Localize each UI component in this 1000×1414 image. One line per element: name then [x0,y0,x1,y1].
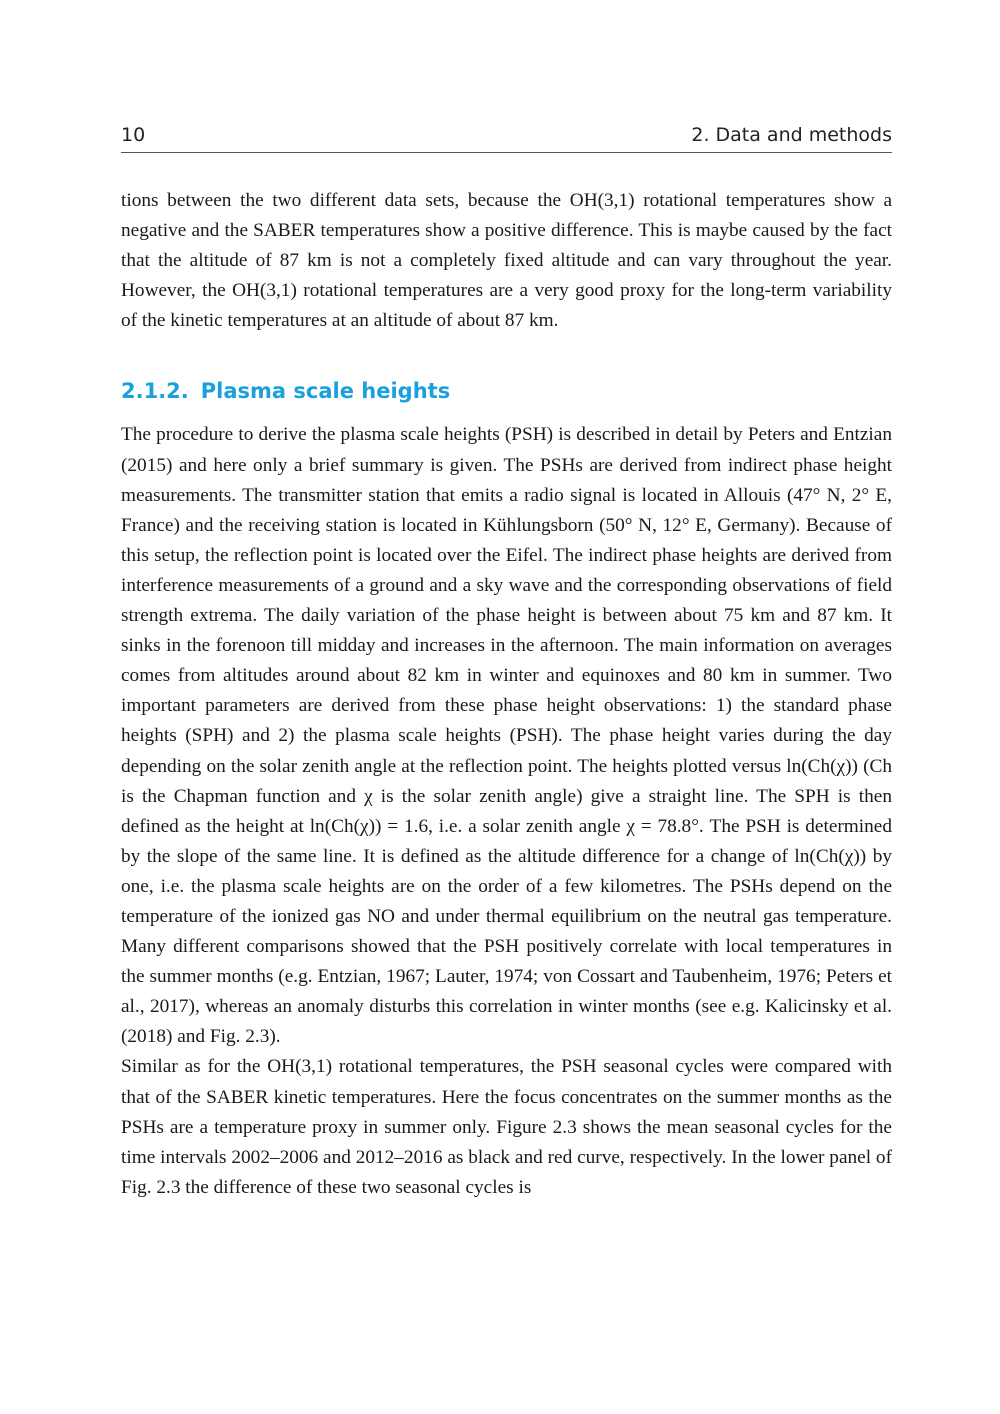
section-heading [121,376,892,406]
running-header [121,122,892,153]
paragraph-psh-procedure: The procedure to derive the plasma scale heights (PSH) is described in detail by Peters and Entzian (2015) and here only a brief summary is given. The PSHs are derived from indirect phase height measurements. The transmitter station that emits a radio signal is located in Allouis (47° N, 2° E, France) and the receiving station is located in Kühlungsborn (50° N, 12° E, Germany). Because of this setup, the reflection point is located over the Eifel. The indirect phase heights are derived from interference measurements of a ground and a sky wave and the corresponding observations of field strength extrema. The daily variation of the phase height is between about 75 km and 87 km. It sinks in the forenoon till midday and increases in the afternoon. The main information on averages comes from altitudes around about 82 km in winter and equinoxes and 80 km in summer. Two important parameters are derived from these phase height observations: 1) the standard phase heights (SPH) and 2) the plasma scale heights (PSH). The phase height varies during the day depending on the solar zenith angle at the reflection point. The heights plotted versus ln(Ch(χ)) (Ch is the Chapman function and χ is the solar zenith angle) give a straight line. The SPH is then defined as the height at ln(Ch(χ)) = 1.6, i.e. a solar zenith angle χ = 78.8°. The PSH is determined by the slope of the same line. It is defined as the altitude difference for a change of ln(Ch(χ)) by one, i.e. the plasma scale heights are on the order of a few kilometres. The PSHs depend on the temperature of the ionized gas NO and under thermal equilibrium on the neutral gas temperature. Many different comparisons showed that the PSH positively correlate with local temperatures in the summer months (e.g. Entzian, 1967; Lauter, 1974; von Cossart and Taubenheim, 1976; Peters et al., 2017), whereas an anomaly disturbs this correlation in winter months (see e.g. Kalicinsky et al. (2018) and Fig. 2.3). [121,424,892,1048]
page-body [121,186,892,1203]
chapter-title: 2. Data and methods [691,124,892,146]
page-number: 10 [121,124,146,146]
paragraph-continuation: tions between the two different data sets, because the OH(3,1) rotational temperatures show a negative and the SABER temperatures show a positive difference. This is maybe caused by the fact that the altitude of 87 km is not a completely fixed altitude and can vary throughout the year. However, the OH(3,1) rotational temperatures are a very good proxy for the long-term variability of the kinetic temperatures at an altitude of about 87 km. [121,190,892,332]
paragraph-psh-comparison: Similar as for the OH(3,1) rotational temperatures, the PSH seasonal cycles were compared with that of the SABER kinetic temperatures. Here the focus concentrates on the summer months as the PSHs are a temperature proxy in summer only. Figure 2.3 shows the mean seasonal cycles for the time intervals 2002–2006 and 2012–2016 as black and red curve, respectively. In the lower panel of Fig. 2.3 the difference of these two seasonal cycles is [121,1056,892,1198]
section-title: Plasma scale heights [200,379,451,404]
section-number: 2.1.2. [121,379,189,404]
